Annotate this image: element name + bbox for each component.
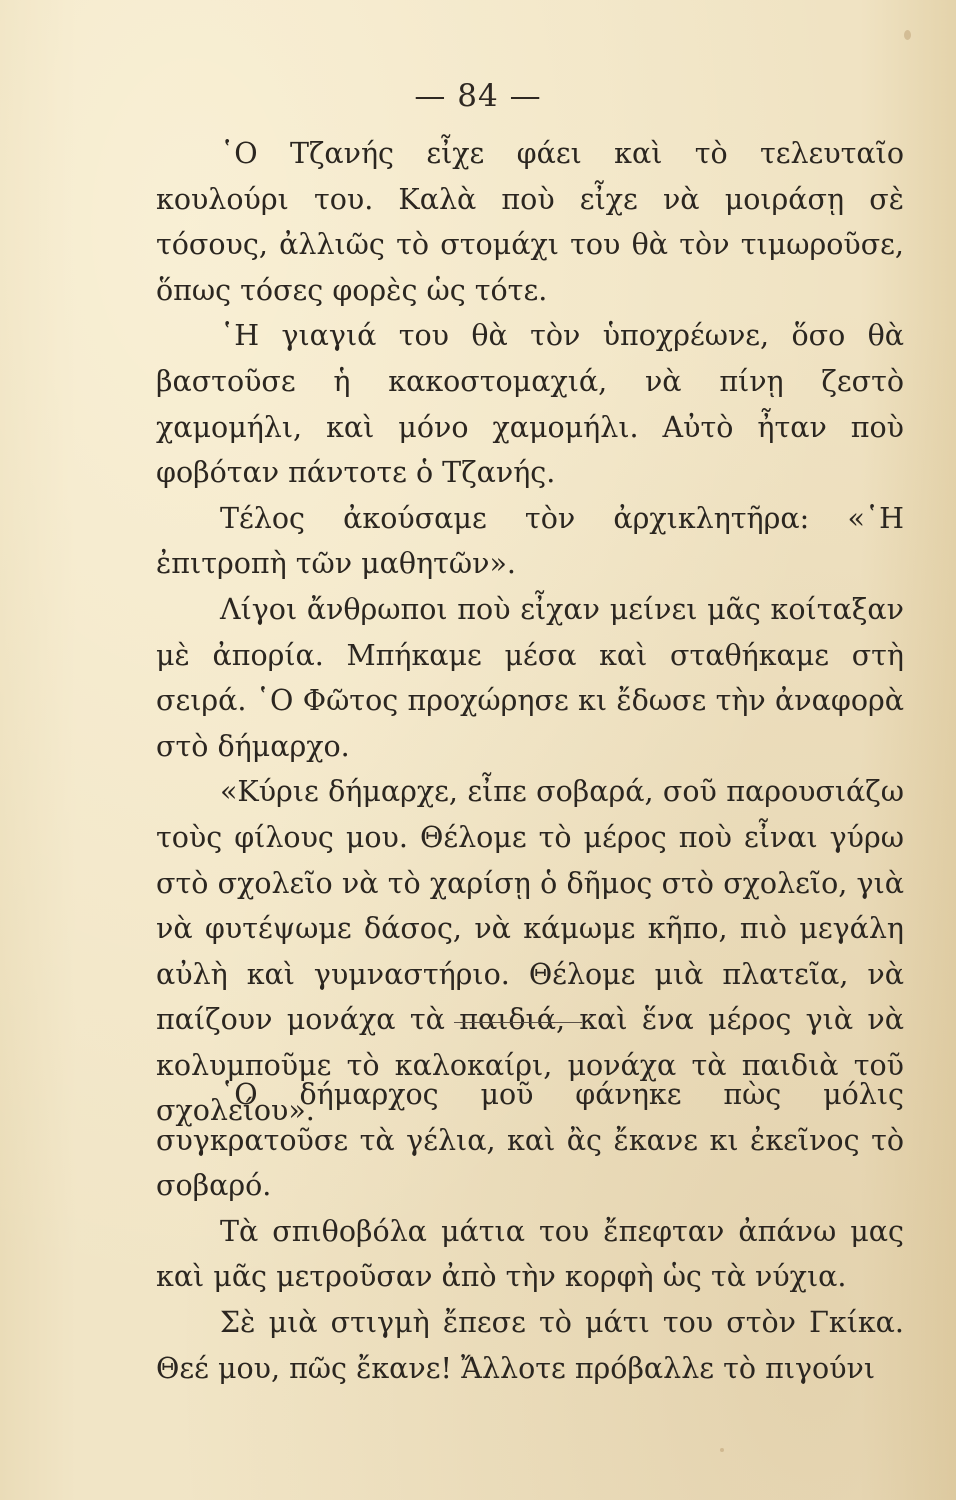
- paragraph: Σὲ μιὰ στιγμὴ ἔπεσε τὸ μάτι του στὸν Γκίκα. Θεέ μου, πῶς ἔκανε! Ἄλλοτε πρόβαλλε τὸ πιγούνι: [156, 1305, 904, 1385]
- paragraph: ῾Ο Τζανής εἶχε φάει καὶ τὸ τελευταῖο κουλούρι του. Καλὰ ποὺ εἶχε νὰ μοιράσῃ σὲ τόσους, ἀλλιῶς τὸ στομάχι του θὰ τὸν τιμωροῦσε, ὅπως τόσες φορὲς ὡς τότε.: [156, 137, 904, 307]
- text-section-top: [156, 131, 904, 1134]
- ink-stain: [720, 1448, 724, 1452]
- ink-stain: [904, 30, 911, 40]
- paragraph: «Κύριε δήμαρχε, εἶπε σοβαρά, σοῦ παρουσιάζω τοὺς φίλους μου. Θέλομε τὸ μέρος ποὺ εἶναι γύρω στὸ σχολεῖο νὰ τὸ χαρίσῃ ὁ δῆμος στὸ σχολεῖο, γιὰ νὰ φυτέψωμε δάσος, νὰ κάμωμε κῆπο, πιὸ μεγάλη αὐλὴ καὶ γυμναστήριο. Θέλομε μιὰ πλατεῖα, νὰ παίζουν μονάχα τὰ παιδιά, καὶ ἕνα μέρος γιὰ νὰ κολυμποῦμε τὸ καλοκαίρι, μονάχα τὰ παιδιὰ τοῦ σχολείου».: [156, 775, 904, 1128]
- paragraph: ῾Ο δήμαρχος μοῦ φάνηκε πὼς μόλις συγκρατοῦσε τὰ γέλια, καὶ ἂς ἔκανε κι ἐκεῖνος τὸ σοβαρό.: [156, 1078, 904, 1203]
- paragraph: Τὰ σπιθοβόλα μάτια του ἔπεφταν ἀπάνω μας καὶ μᾶς μετροῦσαν ἀπὸ τὴν κορφὴ ὡς τὰ νύχια.: [156, 1214, 904, 1294]
- paragraph: ῾Η γιαγιά του θὰ τὸν ὑποχρέωνε, ὅσο θὰ βαστοῦσε ἡ κακοστομαχιά, νὰ πίνῃ ζεστὸ χαμομήλι, καὶ μόνο χαμομήλι. Αὐτὸ ἦταν ποὺ φοβόταν πάντοτε ὁ Τζανής.: [156, 319, 904, 490]
- paragraph: Τέλος ἀκούσαμε τὸν ἀρχικλητῆρα: «῾Η ἐπιτροπὴ τῶν μαθητῶν».: [156, 501, 904, 581]
- text-section-bottom: [156, 1072, 904, 1391]
- page-number: — 84 —: [414, 78, 542, 114]
- paragraph: Λίγοι ἄνθρωποι ποὺ εἶχαν μείνει μᾶς κοίταξαν μὲ ἀπορία. Μπήκαμε μέσα καὶ σταθήκαμε στὴ σειρά. ῾Ο Φῶτος προχώρησε κι ἔδωσε τὴν ἀναφορὰ στὸ δήμαρχο.: [156, 592, 904, 763]
- section-separator-rule: [454, 1022, 582, 1023]
